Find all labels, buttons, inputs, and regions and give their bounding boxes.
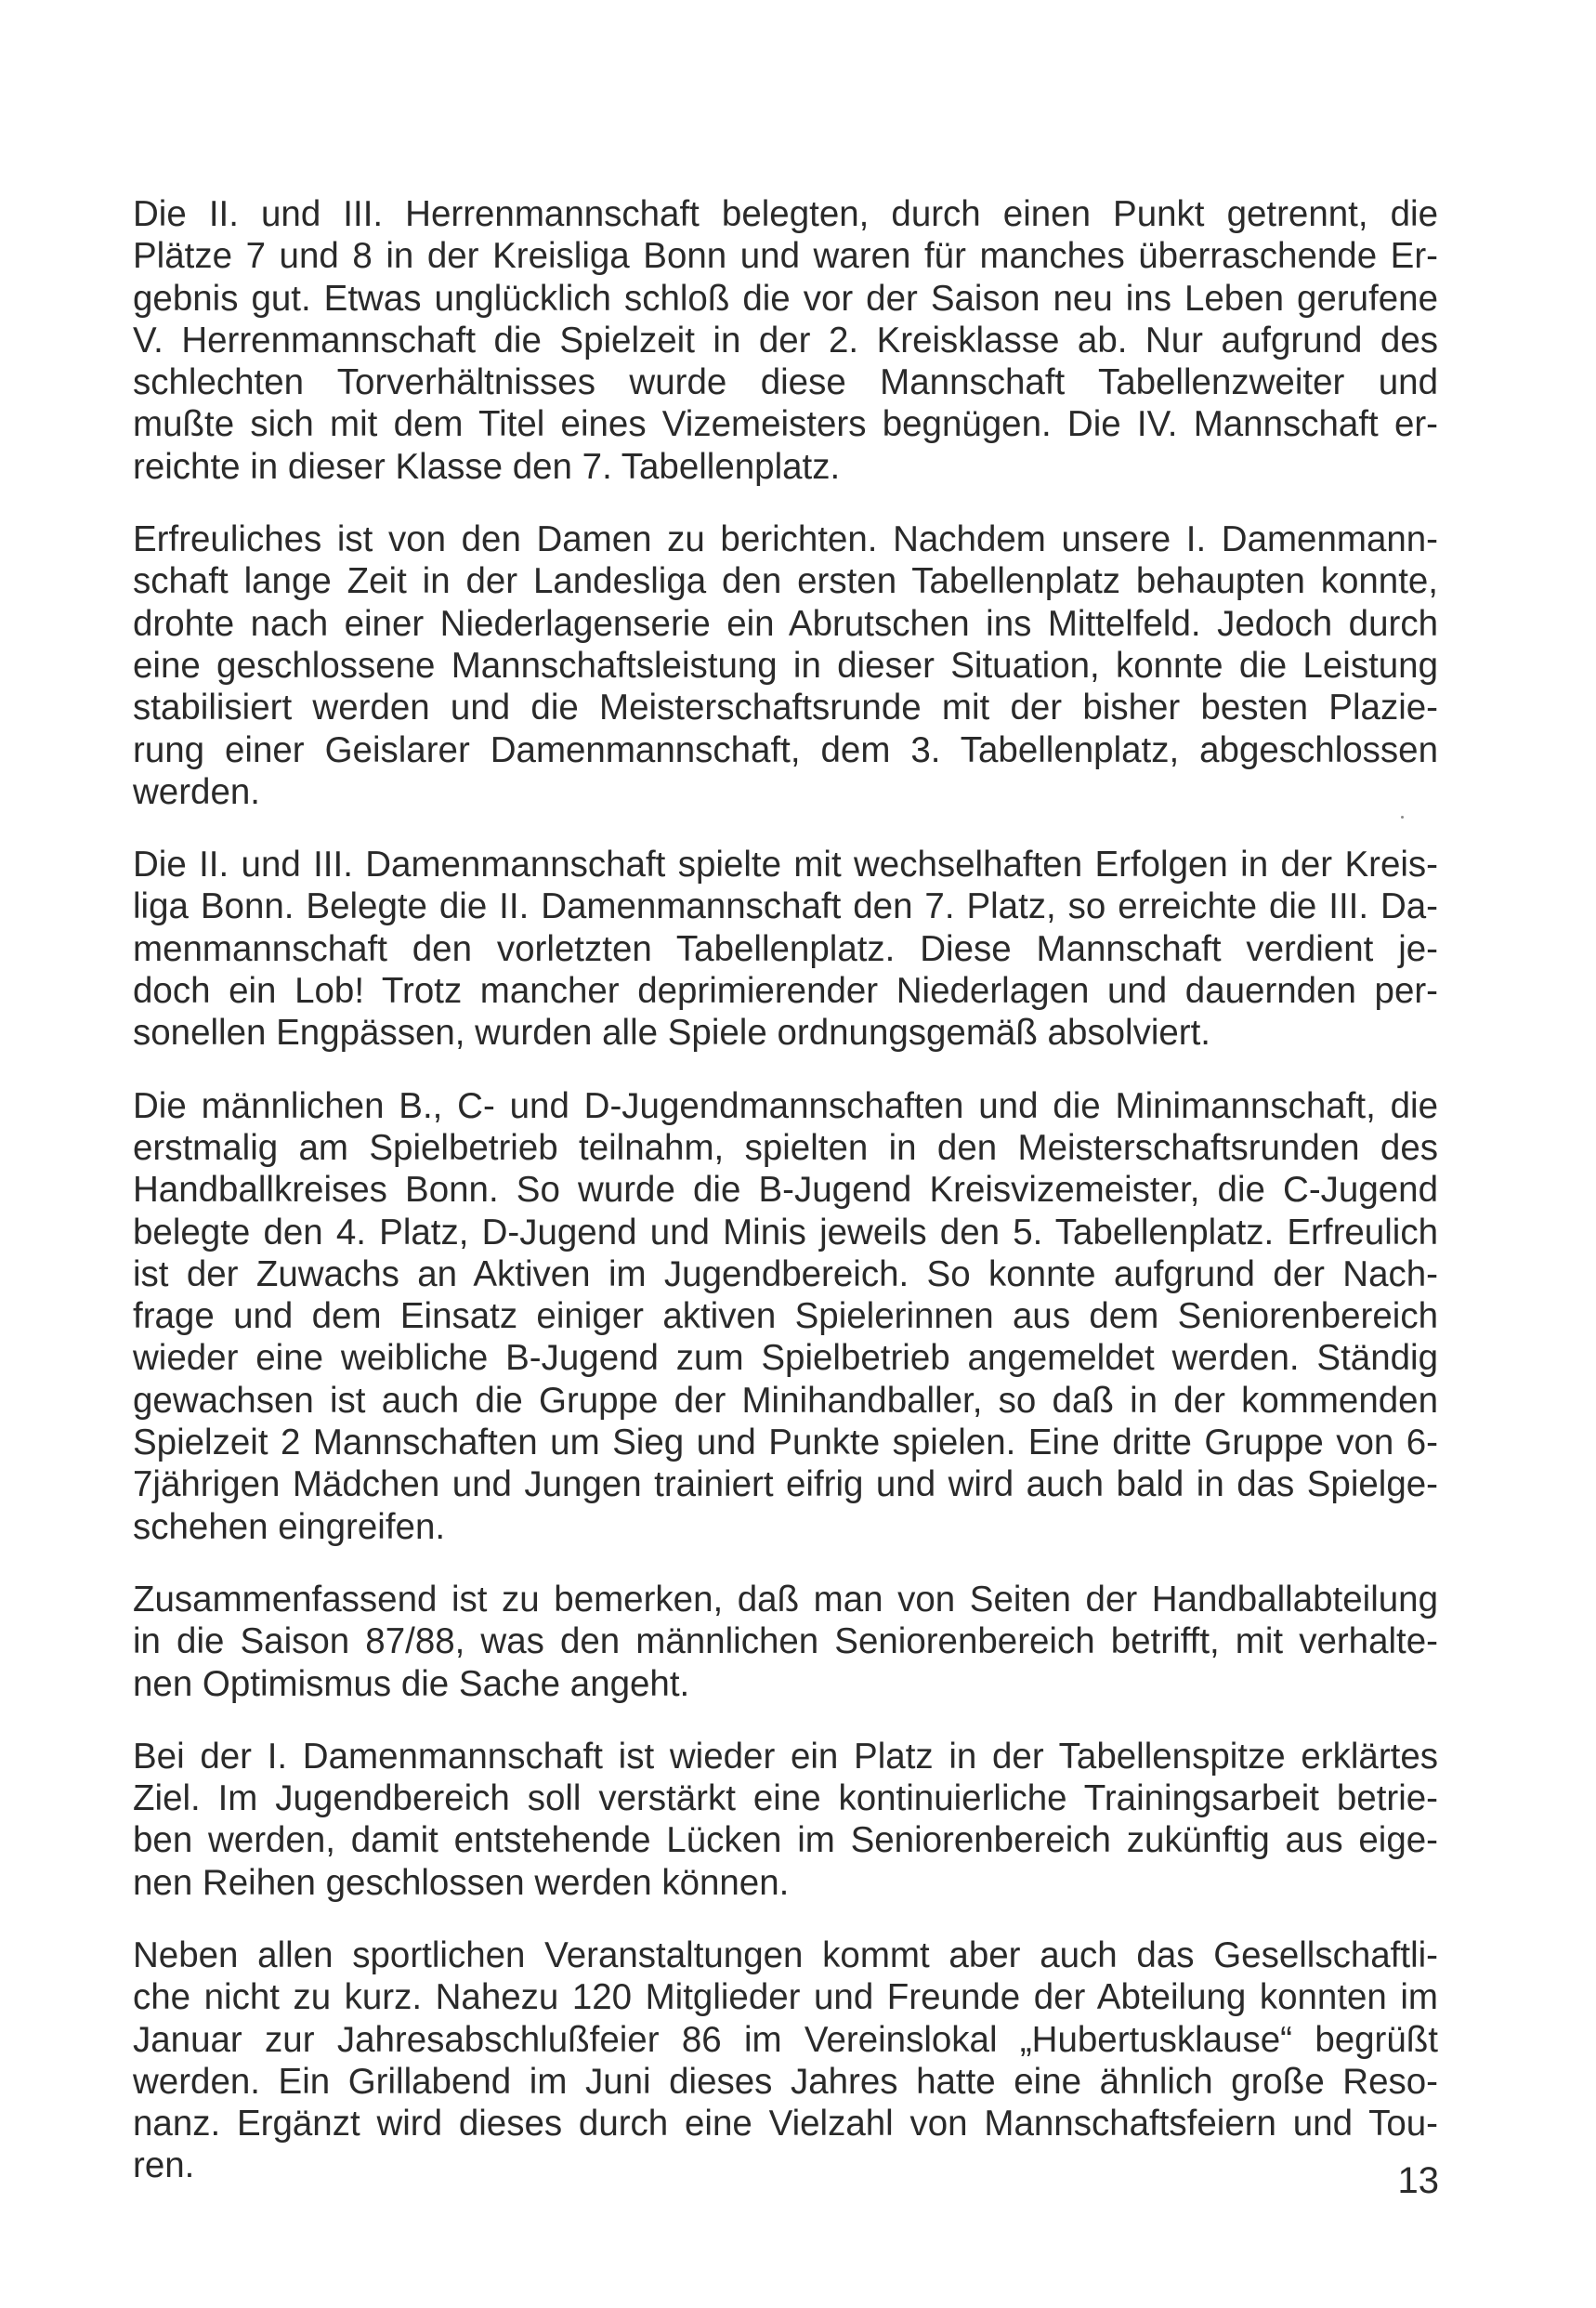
text-line: stabilisiert werden und die Meisterschaftsrunde mit der bisher besten Plazie- [133,688,1438,728]
text-line: ist der Zuwachs an Aktiven im Jugendbereich. So konnte aufgrund der Nach- [133,1253,1438,1294]
text-line: Die II. und III. Damenmannschaft spielte mit wechselhaften Erfolgen in der Kreis- [133,845,1438,885]
text-line: frage und dem Einsatz einiger aktiven Spielerinnen aus dem Seniorenbereich [133,1296,1438,1337]
paragraph-damen-ii-iii [133,844,1438,1054]
page-number: 13 [1397,2160,1439,2201]
print-speck [1401,816,1404,819]
text-line: ben werden, damit entstehende Lücken im Seniorenbereich zukünftig aus eige- [133,1820,1438,1861]
text-line: belegte den 4. Platz, D-Jugend und Minis jeweils den 5. Tabellenplatz. Erfreulich [133,1212,1438,1252]
text-line: rung einer Geislarer Damenmannschaft, dem 3. Tabellenplatz, abgeschlossen [133,729,1438,770]
text-line: nen Reihen geschlossen werden können. [133,1862,790,1903]
text-line: schaft lange Zeit in der Landesliga den ersten Tabellenplatz behaupten konnte, [133,561,1438,602]
text-line: Zusammenfassend ist zu bemerken, daß man von Seiten der Handballabteilung [133,1579,1438,1620]
text-line: eine geschlossene Mannschaftsleistung in dieser Situation, konnte die Leistung [133,645,1438,686]
text-line: 7jährigen Mädchen und Jungen trainiert eifrig und wird auch bald in das Spielge- [133,1464,1438,1505]
text-line: Bei der I. Damenmannschaft ist wieder ein Platz in der Tabellenspitze erklärtes [133,1736,1438,1777]
text-line: Handballkreises Bonn. So wurde die B-Jugend Kreisvizemeister, die C-Jugend [133,1170,1438,1211]
paragraph-zusammenfassung [133,1579,1438,1705]
text-line: liga Bonn. Belegte die II. Damenmannschaft den 7. Platz, so erreichte die III. Da- [133,886,1438,927]
text-line: werden. Ein Grillabend im Juni dieses Jahres hatte eine ähnlich große Reso- [133,2061,1438,2102]
text-line: Neben allen sportlichen Veranstaltungen kommt aber auch das Gesellschaftli- [133,1934,1438,1975]
paragraph-gesellschaftliches [133,1934,1438,2187]
text-line: gewachsen ist auch die Gruppe der Minihandballer, so daß in der kommenden [133,1380,1438,1421]
text-line: werden. [133,771,260,812]
text-line: menmannschaft den vorletzten Tabellenplatz. Diese Mannschaft verdient je- [133,928,1438,969]
text-line: Spielzeit 2 Mannschaften um Sieg und Punkte spielen. Eine dritte Gruppe von 6- [133,1423,1438,1463]
document-page [133,193,1438,2218]
text-line: Die II. und III. Herrenmannschaft belegten, durch einen Punkt getrennt, die [133,194,1438,234]
text-line: schlechten Torverhältnisses wurde diese Mannschaft Tabellenzweiter und [133,362,1438,403]
text-line: che nicht zu kurz. Nahezu 120 Mitglieder und Freunde der Abteilung konnten im [133,1977,1438,2018]
text-line: reichte in dieser Klasse den 7. Tabellenplatz. [133,446,841,487]
paragraph-jugend [133,1085,1438,1548]
text-line: Plätze 7 und 8 in der Kreisliga Bonn und waren für manches überraschende Er- [133,236,1438,277]
text-line: Erfreuliches ist von den Damen zu berichten. Nachdem unsere I. Damenmann- [133,519,1438,560]
text-line: Ziel. Im Jugendbereich soll verstärkt eine kontinuierliche Trainingsarbeit betrie- [133,1778,1438,1819]
text-line: schehen eingreifen. [133,1506,446,1547]
text-line: wieder eine weibliche B-Jugend zum Spielbetrieb angemeldet werden. Ständig [133,1338,1438,1379]
text-line: sonellen Engpässen, wurden alle Spiele ordnungsgemäß absolviert. [133,1013,1211,1054]
text-line: V. Herrenmannschaft die Spielzeit in der 2. Kreisklasse ab. Nur aufgrund des [133,320,1438,361]
text-line: doch ein Lob! Trotz mancher deprimierender Niederlagen und dauernden per- [133,971,1438,1012]
paragraph-damen [133,518,1438,813]
text-line: gebnis gut. Etwas unglücklich schloß die vor der Saison neu ins Leben gerufene [133,278,1438,319]
text-line: nen Optimismus die Sache angeht. [133,1663,690,1704]
paragraph-herren [133,193,1438,488]
text-line: in die Saison 87/88, was den männlichen Seniorenbereich betrifft, mit verhalte- [133,1621,1438,1662]
text-line: nanz. Ergänzt wird dieses durch eine Vielzahl von Mannschaftsfeiern und Tou- [133,2104,1438,2144]
text-line: ren. [133,2145,195,2186]
text-line: mußte sich mit dem Titel eines Vizemeisters begnügen. Die IV. Mannschaft er- [133,404,1438,445]
text-line: drohte nach einer Niederlagenserie ein Abrutschen ins Mittelfeld. Jedoch durch [133,603,1438,644]
text-line: Januar zur Jahresabschlußfeier 86 im Vereinslokal „Hubertusklause“ begrüßt [133,2019,1438,2060]
text-line: erstmalig am Spielbetrieb teilnahm, spielten in den Meisterschaftsrunden des [133,1127,1438,1168]
text-line: Die männlichen B., C- und D-Jugendmannschaften und die Minimannschaft, die [133,1085,1438,1126]
paragraph-ziele [133,1736,1438,1904]
